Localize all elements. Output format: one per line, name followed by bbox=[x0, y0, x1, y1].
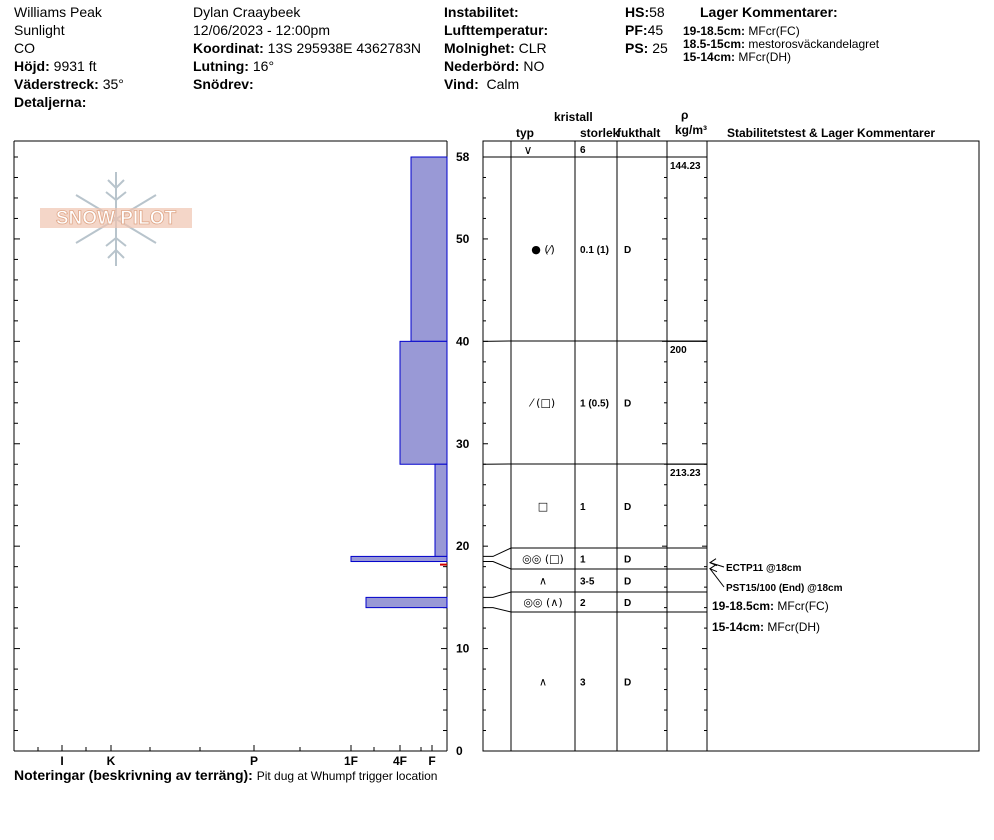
layer-crystal-type: ● (⁄) bbox=[531, 243, 555, 256]
hardness-bar bbox=[411, 157, 447, 341]
hardness-tick-label: 4F bbox=[392, 754, 408, 768]
depth-tick-label: 20 bbox=[456, 539, 470, 554]
precip-label: Nederbörd: bbox=[444, 58, 520, 74]
sky-value: CLR bbox=[518, 40, 547, 56]
layer-comment-row bbox=[712, 599, 829, 613]
layer-moisture: D bbox=[624, 576, 632, 588]
elevation-value: 9931 ft bbox=[53, 58, 97, 74]
wind-value: Calm bbox=[486, 76, 520, 92]
pf-value: 45 bbox=[647, 22, 664, 38]
depth-tick-label: 10 bbox=[456, 641, 470, 656]
layer-density: 144.23 bbox=[670, 161, 701, 172]
layer-comment-range: 18.5-15cm: bbox=[683, 37, 746, 51]
layer-comment-text: MFcr(FC) bbox=[777, 599, 829, 613]
layer-crystal-type: ∧ bbox=[538, 574, 548, 588]
state-name: CO bbox=[14, 40, 35, 56]
layer-comment-text: mestorosväckandelagret bbox=[748, 37, 880, 51]
surface-crystal-type: ∨ bbox=[523, 143, 533, 157]
layer-moisture: D bbox=[624, 554, 632, 566]
header-size: storlek bbox=[580, 126, 620, 140]
location-name: Williams Peak bbox=[14, 4, 102, 20]
layer-depth-connector bbox=[483, 548, 511, 556]
hardness-tick-label: K bbox=[106, 754, 116, 768]
layer-depth-connector bbox=[483, 562, 511, 569]
header-crystal: kristall bbox=[554, 110, 593, 124]
layer-crystal-type: ◎◎ (□) bbox=[522, 552, 564, 566]
notes bbox=[14, 767, 437, 783]
layer-table-frame bbox=[483, 141, 979, 751]
layer-comment-row bbox=[712, 620, 820, 634]
hardness-tick-label: 1F bbox=[343, 754, 359, 768]
layer-moisture: D bbox=[624, 677, 632, 689]
header-rho: ρ bbox=[681, 108, 689, 122]
layer-moisture: D bbox=[624, 502, 632, 513]
pf-label: PF: bbox=[625, 22, 648, 38]
coord-value: 13S 295938E 4362783N bbox=[267, 40, 422, 56]
hs-label: HS: bbox=[625, 4, 650, 20]
layer-comment-text: MFcr(DH) bbox=[738, 50, 792, 64]
hardness-bar bbox=[366, 597, 447, 607]
hardness-bar bbox=[400, 341, 447, 464]
layer-crystal-size: 1 bbox=[580, 554, 586, 566]
hs-value: 58 bbox=[649, 4, 665, 20]
header-type: typ bbox=[516, 126, 534, 140]
depth-tick-label: 58 bbox=[456, 150, 470, 164]
header-density-unit: kg/m³ bbox=[675, 123, 708, 137]
sky-label: Molnighet: bbox=[444, 40, 515, 56]
layer-crystal-type: ◎◎ (∧) bbox=[523, 596, 563, 609]
notes-label: Noteringar (beskrivning av terräng): bbox=[14, 767, 253, 783]
observation-datetime: 12/06/2023 - 12:00pm bbox=[193, 22, 330, 38]
surface-crystal-size: 6 bbox=[580, 145, 586, 156]
header-tests: Stabilitetstest & Lager Kommentarer bbox=[727, 126, 936, 140]
layer-crystal-size: 1 (0.5) bbox=[580, 398, 609, 410]
ps-value: 25 bbox=[652, 40, 668, 56]
layer-density: 200 bbox=[670, 345, 687, 356]
layer-crystal-size: 0.1 (1) bbox=[580, 245, 609, 256]
coord-label: Koordinat: bbox=[193, 40, 264, 56]
hardness-bar bbox=[435, 464, 447, 556]
layer-comments-title: Lager Kommentarer: bbox=[700, 4, 838, 20]
details-label: Detaljerna: bbox=[14, 94, 87, 110]
layer-comment-text: MFcr(DH) bbox=[767, 620, 821, 634]
elevation-label: Höjd: bbox=[14, 58, 50, 74]
air-temp-label: Lufttemperatur: bbox=[444, 22, 549, 38]
layer-crystal-size: 1 bbox=[580, 502, 586, 513]
depth-tick-label: 50 bbox=[456, 231, 470, 246]
layer-crystal-type: □ bbox=[537, 500, 549, 513]
slope-label: Lutning: bbox=[193, 58, 249, 74]
layer-comment-text: MFcr(FC) bbox=[748, 24, 800, 38]
aspect-label: Väderstreck: bbox=[14, 76, 99, 92]
hardness-bar bbox=[351, 556, 447, 561]
layer-comment-range: 15-14cm: bbox=[712, 620, 768, 634]
depth-tick-label: 30 bbox=[456, 436, 470, 451]
notes-text: Pit dug at Whumpf trigger location bbox=[256, 769, 438, 783]
layer-crystal-size: 3 bbox=[580, 677, 586, 689]
layer-depth-connector bbox=[483, 592, 511, 597]
layer-comment-range: 15-14cm: bbox=[683, 50, 736, 64]
stability-test-label: ECTP11 @18cm bbox=[726, 563, 802, 574]
layer-depth-connector bbox=[483, 608, 511, 612]
layer-crystal-size: 2 bbox=[580, 598, 586, 609]
layer-moisture: D bbox=[624, 398, 632, 410]
ps-label: PS: bbox=[625, 40, 649, 56]
depth-tick-label: 40 bbox=[456, 334, 470, 349]
wind-label: Vind: bbox=[444, 76, 479, 92]
layer-comment-range: 19-18.5cm: bbox=[712, 599, 778, 613]
hardness-tick-label: F bbox=[428, 754, 436, 768]
layer-moisture: D bbox=[624, 245, 632, 256]
precip-value: NO bbox=[523, 58, 545, 74]
wind-loading-label: Snödrev: bbox=[193, 76, 254, 92]
hardness-tick-label: P bbox=[249, 754, 259, 768]
layer-moisture: D bbox=[624, 598, 632, 609]
header-moisture: fukthalt bbox=[617, 126, 661, 140]
depth-tick-label: 0 bbox=[456, 744, 463, 758]
layer-crystal-type: ⁄ (□) bbox=[530, 396, 556, 410]
logo-text: SNOW PILOT bbox=[55, 208, 177, 229]
layer-comment-range: 19-18.5cm: bbox=[683, 24, 746, 38]
layer-crystal-type: ∧ bbox=[538, 675, 548, 689]
hardness-tick-label: I bbox=[60, 754, 64, 768]
stability-test-label: PST15/100 (End) @18cm bbox=[726, 583, 843, 594]
aspect-value: 35° bbox=[102, 76, 124, 92]
instability-label: Instabilitet: bbox=[444, 4, 519, 20]
range-name: Sunlight bbox=[14, 22, 65, 38]
slope-value: 16° bbox=[252, 58, 275, 74]
layer-density: 213.23 bbox=[670, 468, 701, 479]
layer-crystal-size: 3-5 bbox=[580, 576, 595, 588]
observer-name: Dylan Craaybeek bbox=[193, 4, 301, 20]
